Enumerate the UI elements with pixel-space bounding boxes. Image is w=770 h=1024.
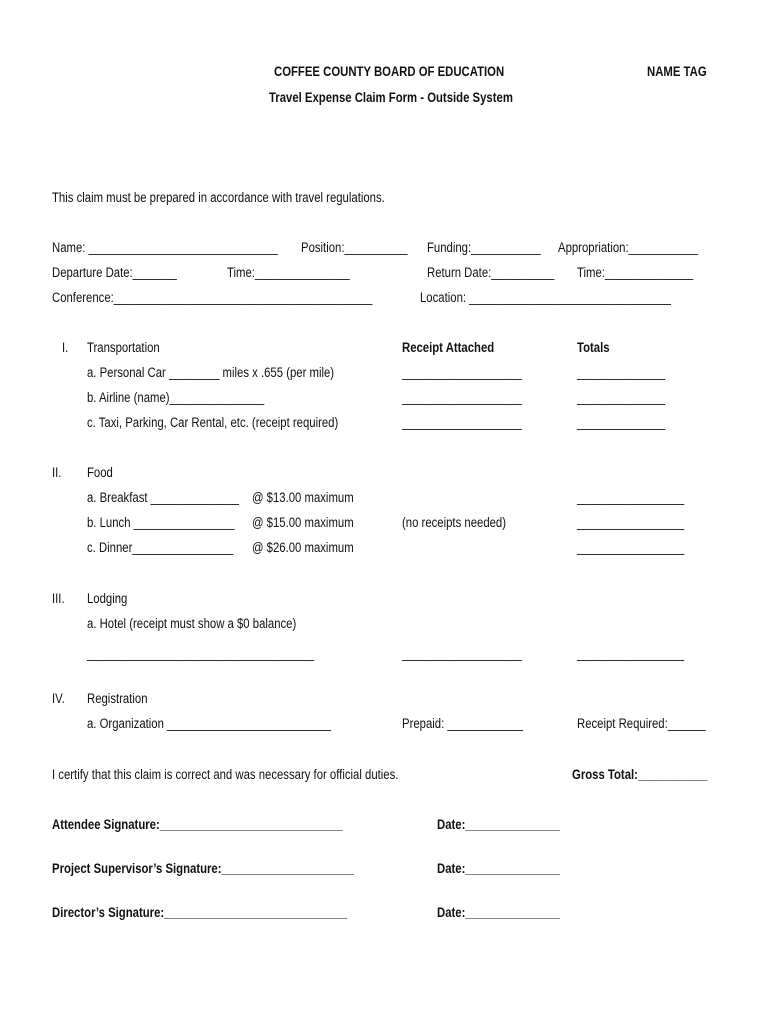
departure-time-field[interactable]: Time:_______________: [227, 265, 350, 280]
airline-field[interactable]: b. Airline (name)_______________: [87, 390, 265, 405]
breakfast-field[interactable]: a. Breakfast ______________: [87, 490, 239, 505]
receipt-line[interactable]: ___________________: [402, 390, 522, 405]
total-line[interactable]: _________________: [577, 646, 685, 661]
total-line[interactable]: ______________: [577, 365, 666, 380]
name-field[interactable]: Name: ______________________________: [52, 240, 278, 255]
total-line[interactable]: _________________: [577, 490, 685, 505]
totals-header: Totals: [577, 340, 610, 355]
organization-field[interactable]: a. Organization __________________________: [87, 716, 332, 731]
supervisor-signature-field[interactable]: Project Supervisor’s Signature:_____________________: [52, 861, 354, 876]
return-date-field[interactable]: Return Date:__________: [427, 265, 555, 280]
receipt-attached-header: Receipt Attached: [402, 340, 495, 355]
certify-text: I certify that this claim is correct and was necessary for official duties.: [52, 767, 399, 782]
section-title-registration: Registration: [87, 691, 148, 706]
position-field[interactable]: Position:__________: [301, 240, 408, 255]
section-title-transportation: Transportation: [87, 340, 160, 355]
gross-total-field[interactable]: Gross Total:___________: [572, 767, 708, 782]
receipt-line[interactable]: ___________________: [402, 365, 522, 380]
hotel-line[interactable]: ____________________________________: [87, 646, 315, 661]
org-name: COFFEE COUNTY BOARD OF EDUCATION: [274, 64, 505, 79]
attendee-date-field[interactable]: Date:_______________: [437, 817, 560, 832]
form-title: Travel Expense Claim Form - Outside System: [269, 90, 513, 105]
funding-field[interactable]: Funding:___________: [427, 240, 541, 255]
total-line[interactable]: ______________: [577, 415, 666, 430]
section-number: III.: [52, 591, 65, 606]
receipt-line[interactable]: ___________________: [402, 415, 522, 430]
intro-text: This claim must be prepared in accordance with travel regulations.: [52, 190, 385, 205]
dinner-field[interactable]: c. Dinner________________: [87, 540, 234, 555]
section-title-lodging: Lodging: [87, 591, 128, 606]
director-date-field[interactable]: Date:_______________: [437, 905, 560, 920]
section-title-food: Food: [87, 465, 113, 480]
breakfast-max: @ $13.00 maximum: [252, 490, 354, 505]
total-line[interactable]: ______________: [577, 390, 666, 405]
departure-date-field[interactable]: Departure Date:_______: [52, 265, 177, 280]
dinner-max: @ $26.00 maximum: [252, 540, 354, 555]
lunch-max: @ $15.00 maximum: [252, 515, 354, 530]
location-field[interactable]: Location: ________________________________: [420, 290, 672, 305]
name-tag: NAME TAG: [647, 64, 707, 79]
conference-field[interactable]: Conference:_________________________________________: [52, 290, 373, 305]
receipt-line[interactable]: ___________________: [402, 646, 522, 661]
total-line[interactable]: _________________: [577, 540, 685, 555]
no-receipts-note: (no receipts needed): [402, 515, 507, 530]
director-signature-field[interactable]: Director’s Signature:_____________________________: [52, 905, 348, 920]
return-time-field[interactable]: Time:______________: [577, 265, 694, 280]
personal-car-field[interactable]: a. Personal Car ________ miles x .655 (per mile): [87, 365, 335, 380]
hotel-label: a. Hotel (receipt must show a $0 balance): [87, 616, 297, 631]
receipt-required-field[interactable]: Receipt Required:______: [577, 716, 706, 731]
lunch-field[interactable]: b. Lunch ________________: [87, 515, 235, 530]
total-line[interactable]: _________________: [577, 515, 685, 530]
section-number: I.: [62, 340, 69, 355]
attendee-signature-field[interactable]: Attendee Signature:_____________________________: [52, 817, 343, 832]
taxi-parking-label: c. Taxi, Parking, Car Rental, etc. (receipt required): [87, 415, 339, 430]
appropriation-field[interactable]: Appropriation:___________: [558, 240, 698, 255]
supervisor-date-field[interactable]: Date:_______________: [437, 861, 560, 876]
section-number: II.: [52, 465, 62, 480]
section-number: IV.: [52, 691, 65, 706]
prepaid-field[interactable]: Prepaid: ____________: [402, 716, 524, 731]
